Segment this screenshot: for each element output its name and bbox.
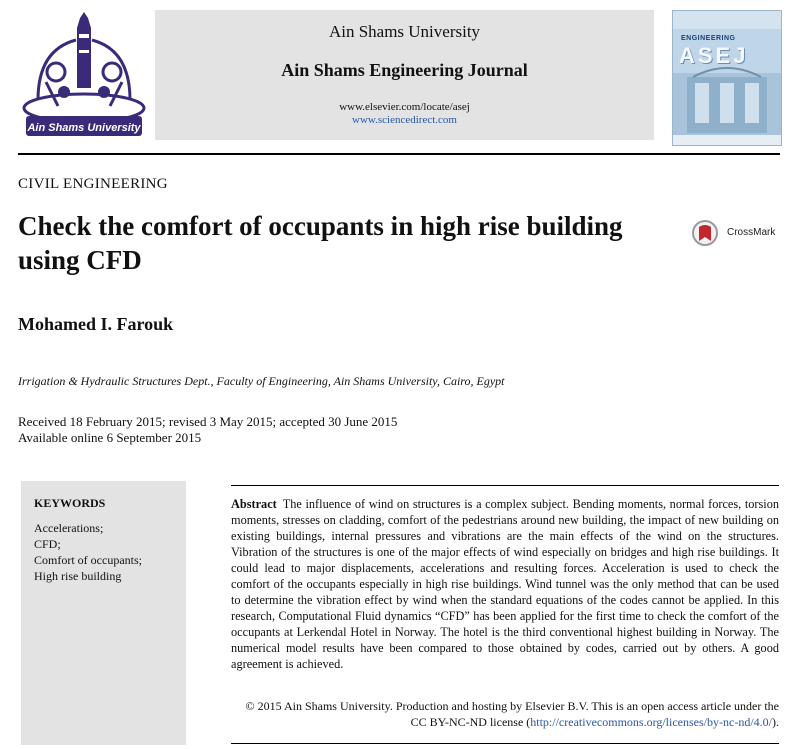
copyright-end: ). bbox=[772, 715, 779, 729]
keyword-item: CFD; bbox=[34, 537, 61, 551]
abstract-label: Abstract bbox=[231, 497, 277, 511]
abstract-paragraph bbox=[231, 496, 779, 672]
author-affiliation: Irrigation & Hydraulic Structures Dept., Faculty of Engineering, Ain Shams University, Cairo, Egypt bbox=[18, 374, 505, 388]
abstract-bottom-rule bbox=[231, 743, 779, 744]
keyword-item: Accelerations; bbox=[34, 521, 104, 535]
author-name[interactable]: Mohamed I. Farouk bbox=[18, 314, 174, 334]
logo-text: Ain Shams University bbox=[27, 122, 141, 134]
article-dates bbox=[18, 414, 397, 446]
copyright-text: © 2015 Ain Shams University. Production and hosting by Elsevier B.V. This is an open access article under the CC BY-NC-ND license ( bbox=[245, 699, 779, 729]
header-divider bbox=[18, 153, 780, 155]
abstract-text: The influence of wind on structures is a complex subject. Bending moments, normal forces, torsion moments, stresses on cladding, comfort of the pedestrians around new building, the impact of new building on existing buildings, internal pressures and vibrations are the main effects of the wind on the structures. Vibration of the structures is one of the major effects of wind especially on bridges and high rise buildings. It could lead to major displacements, accelerations and resulting forces. Acceleration is used to check the comfort of the occupants especially in high rise buildings. Wind tunnel was the only method that can be used to determine the vibration effect by wind when the standard equations of the codes cannot be applied. In this research, Computational Fluid dynamics “CFD” has been applied for the first time to check the comfort of the occupants at Lerkendal Hotel in Norway. The hotel is the third conventional highest building in Norway. The numerical model results have been compared to those obtained by codes, carried out by others. A good agreement is achieved. bbox=[231, 497, 779, 671]
ain-shams-university-logo[interactable] bbox=[18, 10, 150, 140]
keywords-heading: KEYWORDS bbox=[34, 496, 106, 510]
keyword-item: High rise building bbox=[34, 569, 122, 583]
received-dates: Received 18 February 2015; revised 3 May 2015; accepted 30 June 2015 bbox=[18, 414, 398, 429]
license-link[interactable]: http://creativecommons.org/licenses/by-nc-nd/4.0/ bbox=[530, 715, 772, 729]
section-label: CIVIL ENGINEERING bbox=[18, 176, 168, 192]
keywords-list bbox=[34, 520, 142, 584]
abstract-top-rule bbox=[231, 485, 779, 486]
cover-acronym: ASEJ bbox=[679, 43, 749, 68]
journal-title[interactable]: Ain Shams Engineering Journal bbox=[281, 60, 528, 80]
copyright-notice bbox=[231, 698, 779, 730]
university-name: Ain Shams University bbox=[328, 22, 481, 41]
crossmark-button[interactable] bbox=[691, 219, 783, 247]
available-online-date: Available online 6 September 2015 bbox=[18, 430, 202, 445]
journal-cover-image[interactable] bbox=[672, 10, 782, 146]
article-title: Check the comfort of occupants in high rise building using CFD bbox=[18, 211, 623, 275]
sciencedirect-url-link[interactable]: www.sciencedirect.com bbox=[352, 114, 457, 126]
crossmark-icon bbox=[691, 219, 721, 247]
cover-building-art bbox=[673, 11, 781, 145]
cover-engineering-label: ENGINEERING bbox=[681, 35, 736, 42]
elsevier-url-link[interactable]: www.elsevier.com/locate/asej bbox=[339, 101, 470, 113]
crossmark-label: CrossMark bbox=[727, 227, 776, 238]
keyword-item: Comfort of occupants; bbox=[34, 553, 142, 567]
